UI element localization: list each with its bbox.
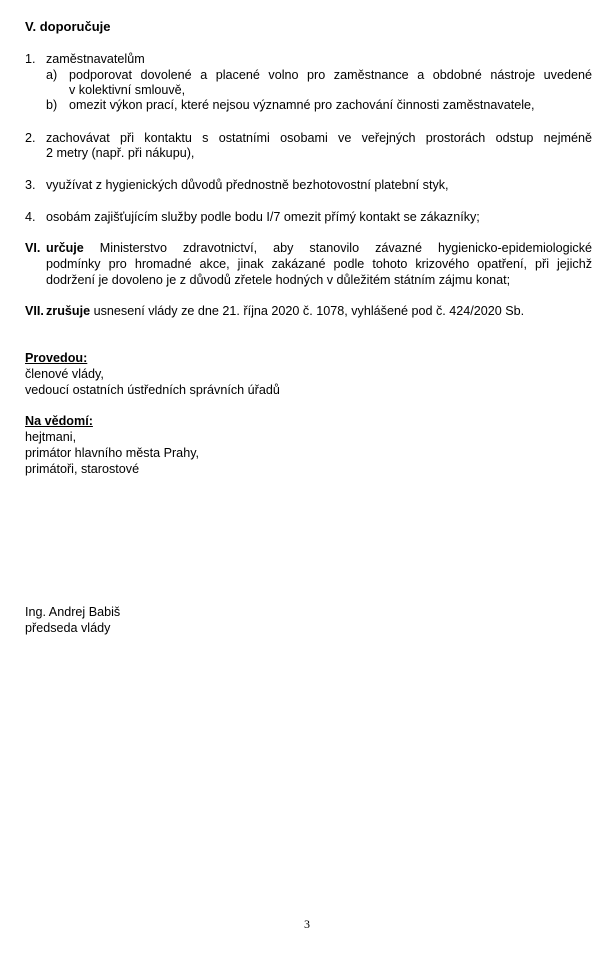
section-vii-rest: usnesení vlády ze dne 21. října 2020 č. 1078, vyhlášené pod č. 424/2020 Sb. bbox=[93, 304, 525, 318]
item-4-number: 4. bbox=[25, 210, 36, 224]
section-vii-number: VII. bbox=[25, 304, 44, 318]
na-vedomi-line-3: primátoři, starostové bbox=[25, 462, 140, 476]
section-v-heading: V. doporučuje bbox=[25, 19, 111, 34]
na-vedomi-line-2: primátor hlavního města Prahy, bbox=[25, 446, 200, 460]
provedou-line-2: vedoucí ostatních ústředních správních úřadů bbox=[25, 383, 280, 397]
section-vi-line2: podmínky pro hromadné akce, jinak zakázané podle tohoto krizového opatření, při jejichž bbox=[46, 257, 592, 271]
provedou-line-1: členové vlády, bbox=[25, 367, 104, 381]
page-number: 3 bbox=[304, 917, 310, 931]
section-vi-line1-rest: Ministerstvo zdravotnictví, aby stanovilo závazné hygienicko-epidemiologické bbox=[99, 241, 592, 255]
na-vedomi-line-1: hejtmani, bbox=[25, 430, 77, 444]
item-1a-letter: a) bbox=[46, 68, 58, 82]
provedou-heading: Provedou: bbox=[25, 351, 88, 365]
section-vi-line3: dodržení je dovoleno je z důvodů zřetele hodných v důležitém státním zájmu konat; bbox=[46, 273, 511, 287]
item-1-number: 1. bbox=[25, 52, 36, 66]
item-3-number: 3. bbox=[25, 178, 36, 192]
item-2-line1: zachovávat při kontaktu s ostatními osobami ve veřejných prostorách odstup nejméně bbox=[46, 131, 592, 145]
item-4-line1: osobám zajišťujícím služby podle bodu I/7 omezit přímý kontakt se zákazníky; bbox=[46, 210, 480, 224]
item-2-number: 2. bbox=[25, 131, 36, 145]
item-3-line1: využívat z hygienických důvodů přednostně bezhotovostní platební styk, bbox=[46, 178, 449, 192]
section-vi-line1 bbox=[46, 241, 592, 255]
item-1b-letter: b) bbox=[46, 98, 58, 112]
na-vedomi-heading: Na vědomí: bbox=[25, 414, 93, 428]
section-vi-keyword: určuje bbox=[46, 241, 84, 255]
section-vii-keyword: zrušuje bbox=[46, 304, 91, 318]
signature-name: Ing. Andrej Babiš bbox=[25, 605, 121, 619]
item-1a-line1: podporovat dovolené a placené volno pro zaměstnance a obdobné nástroje uvedené bbox=[69, 68, 592, 82]
section-vi-number: VI. bbox=[25, 241, 41, 255]
item-2-line2: 2 metry (např. při nákupu), bbox=[46, 146, 195, 160]
item-1-text: zaměstnavatelům bbox=[46, 52, 145, 66]
signature-title: předseda vlády bbox=[25, 621, 111, 635]
item-1b-line1: omezit výkon prací, které nejsou významné pro zachování činnosti zaměstnavatele, bbox=[69, 98, 535, 112]
section-vii-text bbox=[46, 304, 524, 318]
item-1a-line2: v kolektivní smlouvě, bbox=[69, 83, 186, 97]
